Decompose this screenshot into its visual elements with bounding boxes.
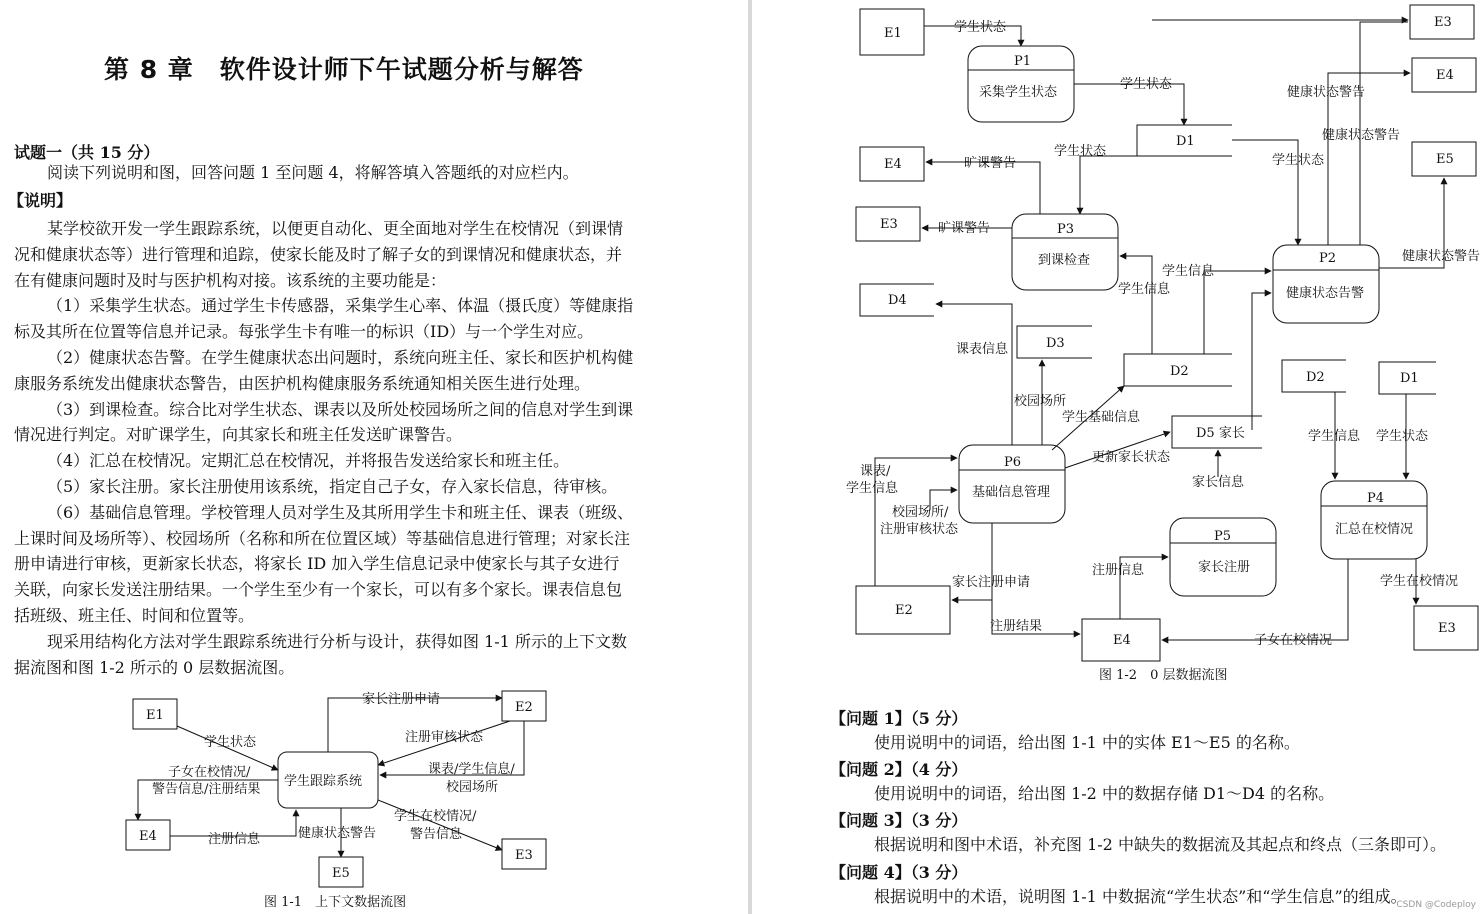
- paragraph-line: 上课时间及场所等）、校园场所（名称和所在位置区域）等基础信息进行管理；对家长注: [14, 528, 631, 548]
- q3-text: 根据说明和图中术语，补充图 1-2 中缺失的数据流及其起点和终点（三条即可）。: [874, 835, 1446, 854]
- fig2-p2-name: 健康状态告警: [1286, 286, 1365, 301]
- fig1-caption: 图 1-1 上下文数据流图: [264, 895, 407, 910]
- fig2-d4: D4: [888, 293, 907, 308]
- fig2-p4-id: P4: [1367, 491, 1385, 506]
- fig2-label-health-1: 健康状态警告: [1287, 85, 1366, 100]
- paragraph-line: 据流图和图 1-2 所示的 0 层数据流图。: [14, 657, 295, 677]
- fig2-label-campus-reg2: 注册审核状态: [880, 522, 959, 537]
- paragraph-line: 况和健康状态等）进行管理和追踪，使家长能及时了解子女的到课情况和健康状态，并: [14, 244, 623, 264]
- fig1-e5: E5: [332, 866, 350, 881]
- paragraph-line: 关联，向家长发送注册结果。一个学生至少有一个家长，可以有多个家长。课表信息包: [14, 580, 623, 600]
- fig1-label-inschool1: 学生在校情况/: [394, 809, 477, 824]
- right-page: [752, 0, 1484, 914]
- fig2-label-info-1: 学生信息: [1118, 282, 1171, 297]
- paragraph-line: 情况进行判定。对旷课学生，向其家长和班主任发送旷课警告。: [14, 425, 463, 445]
- fig2-label-health-3: 健康状态警告: [1402, 249, 1481, 264]
- fig2-p3-name: 到课检查: [1038, 253, 1091, 268]
- paragraph-line: 现采用结构化方法对学生跟踪系统进行分析与设计，获得如图 1-1 所示的上下文数: [47, 631, 627, 651]
- fig2-label-info-3: 学生信息: [1308, 429, 1361, 444]
- fig1-e1: E1: [146, 708, 164, 723]
- fig2-label-health-2: 健康状态警告: [1322, 128, 1401, 143]
- fig1-e4: E4: [139, 829, 157, 844]
- fig1-system: 学生跟踪系统: [284, 774, 363, 789]
- fig2-label-parent-info: 家长信息: [1192, 475, 1245, 490]
- fig2-e2: E2: [895, 603, 913, 618]
- fig2-p2-id: P2: [1319, 251, 1337, 266]
- fig2-p5-id: P5: [1214, 529, 1232, 544]
- fig2-d2-right: D2: [1306, 370, 1325, 385]
- paragraph-line: （4）汇总在校情况。定期汇总在校情况，并将报告发送给家长和班主任。: [47, 451, 570, 471]
- fig2-label-campus-reg1: 校园场所/: [892, 505, 949, 520]
- q1-head: 【问题 1】（5 分）: [830, 709, 968, 728]
- level0-dfd-figure: [752, 0, 1484, 700]
- fig2-p1-id: P1: [1014, 54, 1032, 69]
- fig1-e3: E3: [515, 848, 533, 863]
- fig2-p4-name: 汇总在校情况: [1335, 522, 1414, 537]
- fig2-label-state-3: 学生状态: [1054, 144, 1107, 159]
- q3-head: 【问题 3】（3 分）: [830, 811, 968, 830]
- fig2-label-update-parent: 更新家长状态: [1092, 450, 1171, 465]
- paragraph-line: 册申请进行审核，更新家长状态，将家长 ID 加入学生信息记录中使家长与其子女进行: [14, 554, 620, 574]
- fig2-label-reg-result: 注册结果: [990, 619, 1043, 634]
- q2-text: 使用说明中的词语，给出图 1-2 中的数据存储 D1～D4 的名称。: [874, 784, 1335, 803]
- q2-head: 【问题 2】（4 分）: [830, 760, 968, 779]
- paragraph-line: 标及其所在位置等信息并记录。每张学生卡有唯一的标识（ID）与一个学生对应。: [14, 322, 594, 342]
- fig2-e3-top: E3: [1434, 15, 1452, 30]
- fig2-caption: 图 1-2 0 层数据流图: [1099, 668, 1228, 683]
- fig1-e2: E2: [515, 700, 533, 715]
- paragraph-line: （1）采集学生状态。通过学生卡传感器，采集学生心率、体温（摄氏度）等健康指: [47, 296, 634, 316]
- fig2-label-inschool: 学生在校情况: [1380, 574, 1459, 589]
- fig2-label-reg-info: 注册信息: [1092, 563, 1145, 578]
- fig2-label-sched: 课表信息: [956, 342, 1009, 357]
- fig2-d2: D2: [1170, 364, 1189, 379]
- paragraph-line: （2）健康状态告警。在学生健康状态出问题时，系统向班主任、家长和医护机构健: [47, 347, 634, 367]
- fig2-p3-id: P3: [1057, 222, 1075, 237]
- fig2-p6-name: 基础信息管理: [972, 485, 1051, 500]
- fig2-label-basic: 学生基础信息: [1062, 410, 1141, 425]
- fig2-e3-bottom: E3: [1438, 621, 1456, 636]
- fig2-p6-id: P6: [1004, 455, 1022, 470]
- note-heading: 【说明】: [8, 191, 73, 210]
- section-title: 试题一（共 15 分）: [14, 143, 160, 162]
- q4-text: 根据说明中的术语，说明图 1-1 中数据流“学生状态”和“学生信息”的组成。: [874, 887, 1407, 906]
- fig2-label-state-5: 学生状态: [1376, 429, 1429, 444]
- fig2-e4-left: E4: [884, 157, 902, 172]
- fig2-label-reg-apply: 家长注册申请: [952, 575, 1031, 590]
- intro-text: 阅读下列说明和图，回答问题 1 至问题 4，将解答填入答题纸的对应栏内。: [47, 163, 579, 182]
- q4-head: 【问题 4】（3 分）: [830, 863, 968, 882]
- fig1-label-child1: 子女在校情况/: [168, 765, 251, 780]
- paragraph-line: （3）到课检查。综合比对学生状态、课表以及所处校园场所之间的信息对学生到课: [47, 399, 634, 419]
- paragraph-line: （5）家长注册。家长注册使用该系统，指定自己子女，存入家长信息，待审核。: [47, 476, 618, 496]
- fig1-label-reg-status: 注册审核状态: [405, 730, 484, 745]
- fig1-label-sched1: 课表/学生信息/: [428, 762, 515, 777]
- chapter-title: 第 8 章 软件设计师下午试题分析与解答: [104, 55, 584, 84]
- fig2-label-child: 子女在校情况: [1254, 633, 1333, 648]
- paragraph-line: 括班级、班主任、时间和位置等。: [14, 605, 255, 625]
- fig2-label-state-1: 学生状态: [954, 20, 1007, 35]
- fig2-d1: D1: [1176, 134, 1195, 149]
- fig2-label-absent-2: 旷课警告: [938, 221, 991, 236]
- fig2-label-info-2: 学生信息: [1162, 264, 1215, 279]
- fig2-e1: E1: [884, 26, 902, 41]
- fig2-label-campus: 校园场所: [1014, 394, 1067, 409]
- fig1-label-health: 健康状态警告: [298, 826, 377, 841]
- fig2-label-state-2: 学生状态: [1120, 77, 1173, 92]
- paragraph-line: 在有健康问题时及时与医护机构对接。该系统的主要功能是：: [14, 270, 447, 290]
- fig1-label-reg-info: 注册信息: [208, 832, 261, 847]
- fig2-label-state-4: 学生状态: [1272, 153, 1325, 168]
- fig2-e5: E5: [1436, 152, 1454, 167]
- fig2-e4-bottom: E4: [1113, 633, 1131, 648]
- paragraph-line: 某学校欲开发一学生跟踪系统，以便更自动化、更全面地对学生在校情况（到课情: [47, 219, 624, 238]
- fig2-e4-top: E4: [1436, 68, 1454, 83]
- fig2-d5: D5 家长: [1196, 426, 1245, 441]
- fig2-d1-right: D1: [1400, 371, 1419, 386]
- fig2-label-absent-1: 旷课警告: [964, 156, 1017, 171]
- q1-text: 使用说明中的词语，给出图 1-1 中的实体 E1～E5 的名称。: [874, 733, 1300, 752]
- fig2-p5-name: 家长注册: [1198, 560, 1251, 575]
- paragraph-line: （6）基础信息管理。学校管理人员对学生及其所用学生卡和班主任、课表（班级、: [47, 502, 634, 522]
- fig1-label-child2: 警告信息/注册结果: [152, 782, 261, 797]
- fig1-label-sched2: 校园场所: [446, 780, 499, 795]
- fig2-p1-name: 采集学生状态: [979, 85, 1058, 100]
- fig1-label-inschool2: 警告信息: [410, 827, 463, 842]
- fig2-d3: D3: [1046, 336, 1065, 351]
- fig1-label-reg-apply: 家长注册申请: [362, 692, 441, 707]
- fig2-label-sched-student1: 课表/: [860, 464, 891, 479]
- paragraph-line: 康服务系统发出健康状态警告，由医护机构健康服务系统通知相关医生进行处理。: [14, 373, 591, 393]
- watermark: CSDN @Codeploy: [1396, 900, 1476, 910]
- fig2-e3-left: E3: [880, 217, 898, 232]
- fig2-label-sched-student2: 学生信息: [846, 481, 899, 496]
- fig1-label-state: 学生状态: [204, 735, 257, 750]
